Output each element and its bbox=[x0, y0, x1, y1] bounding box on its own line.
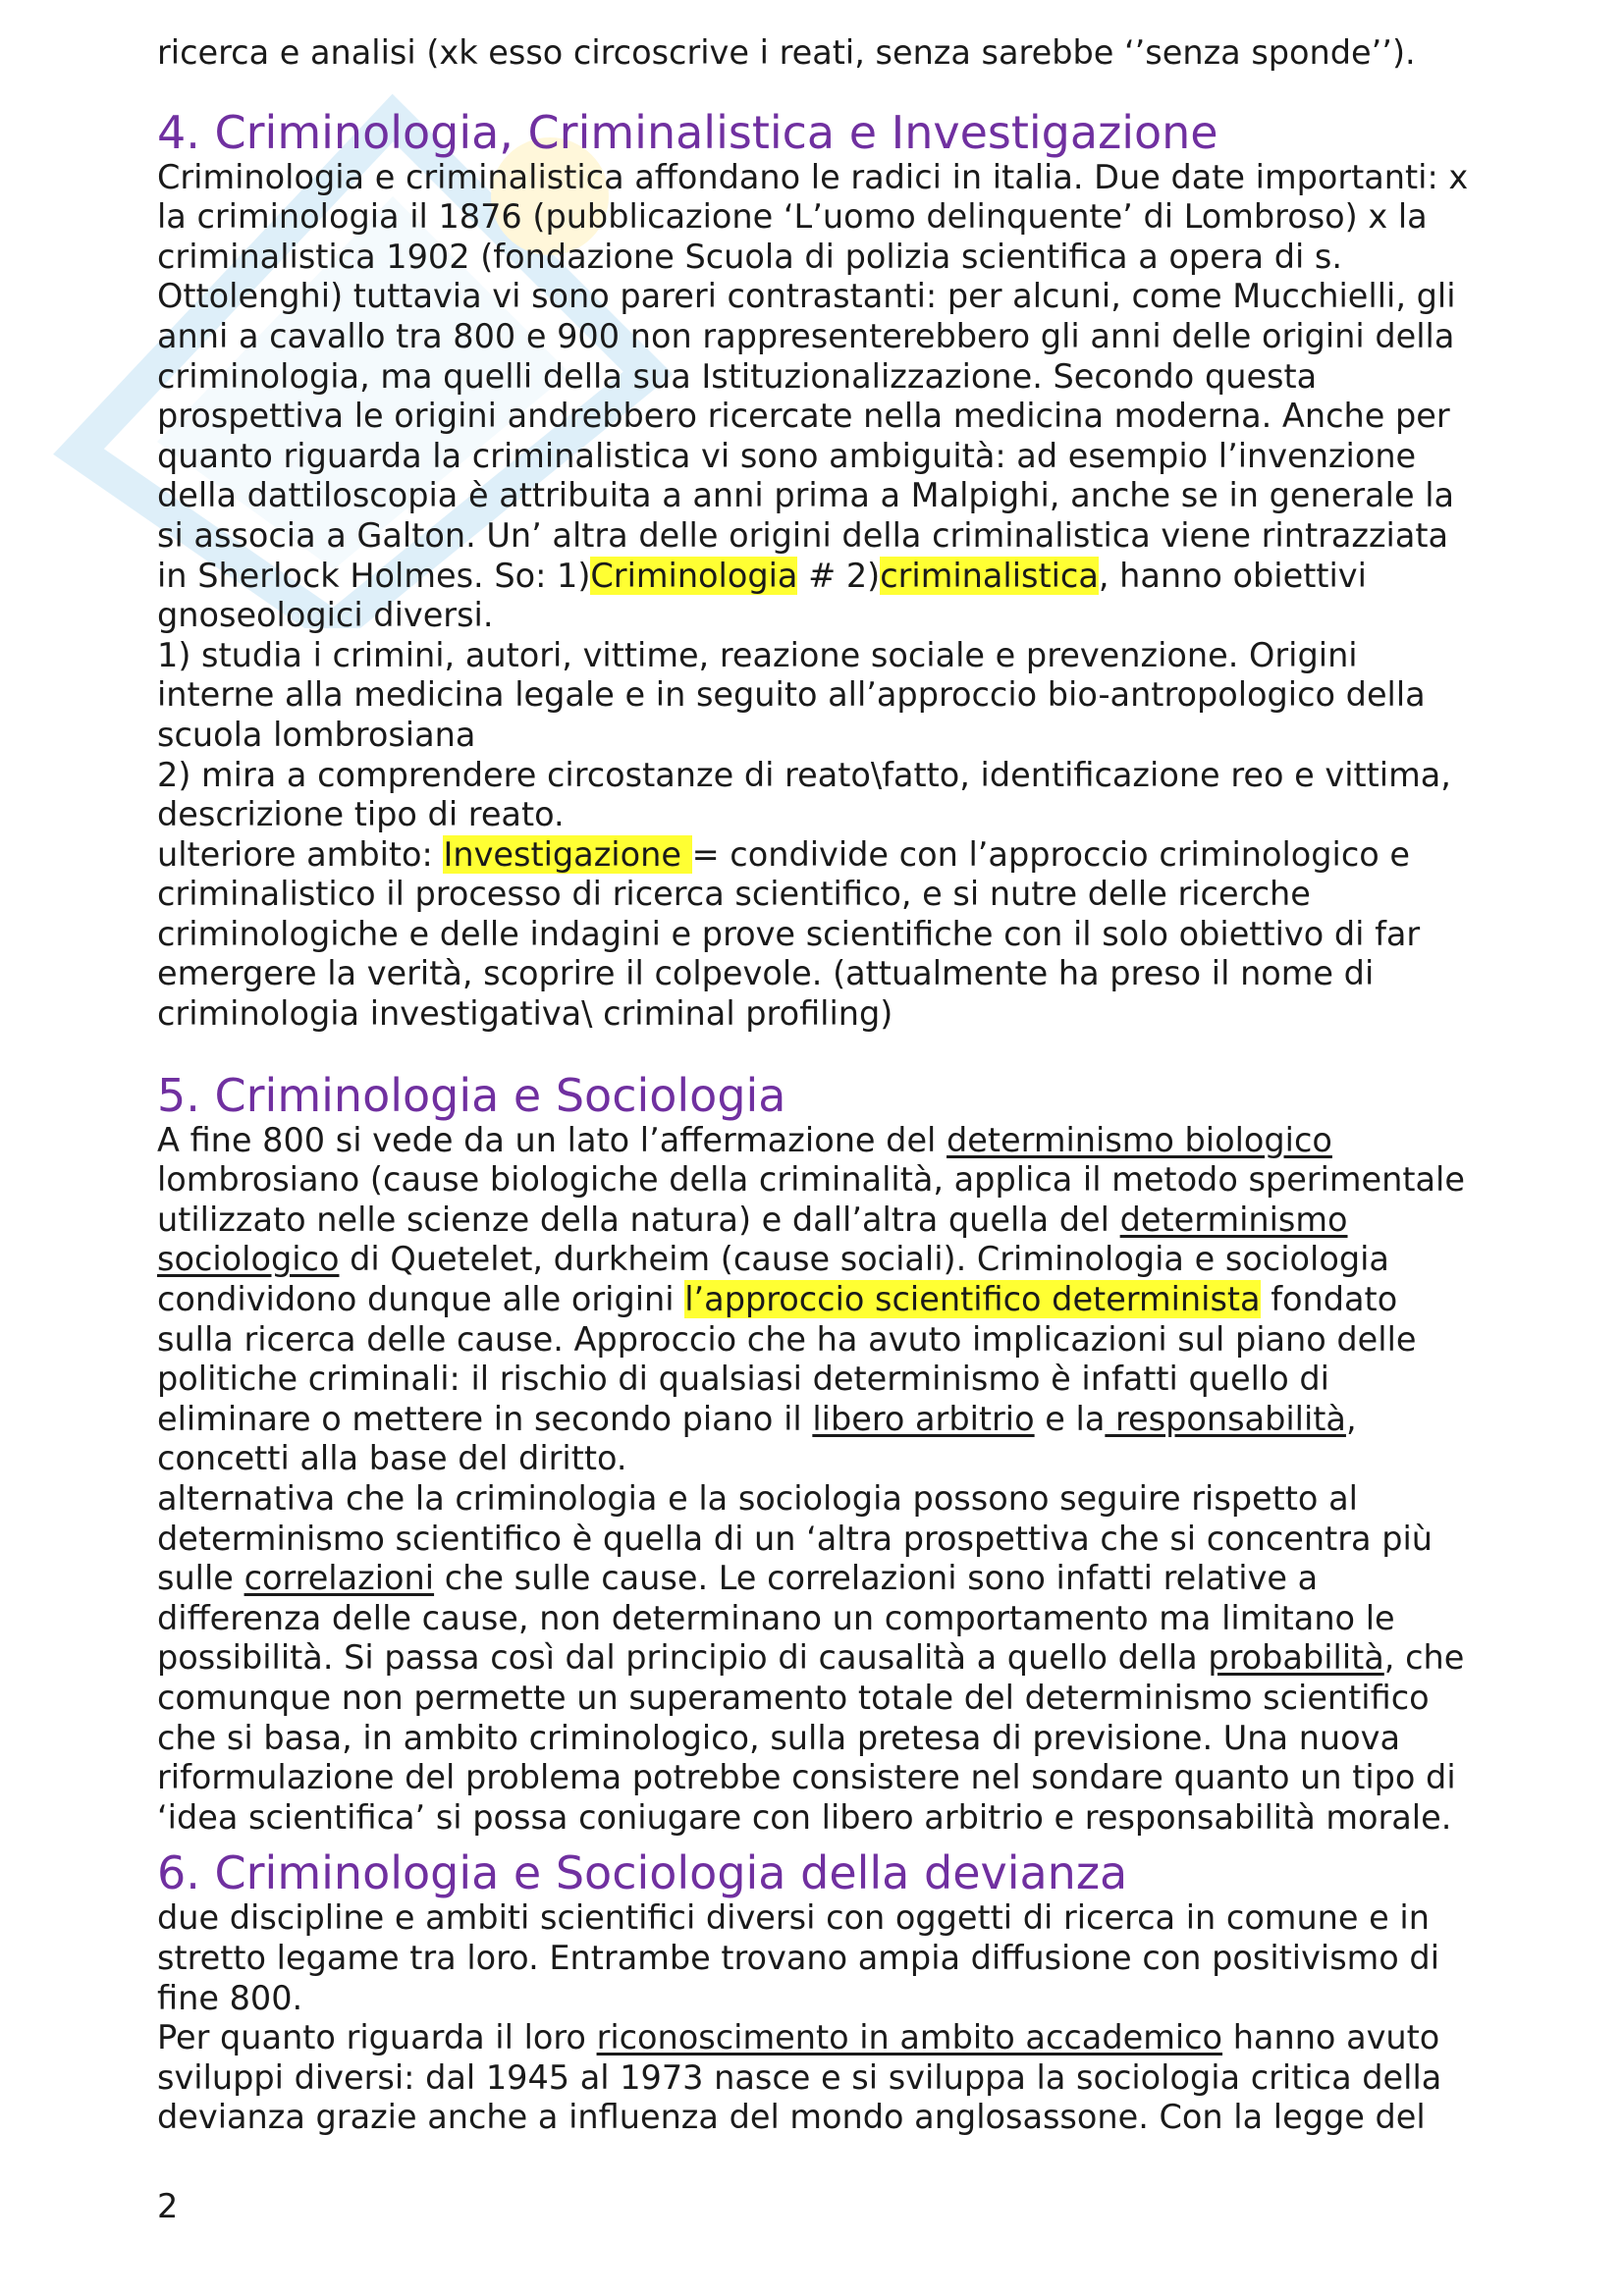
intro-line: ricerca e analisi (xk esso circoscrive i reati, senza sarebbe ‘’senza sponde’’). bbox=[157, 33, 1416, 72]
s5-line-16: che si basa, in ambito criminologico, sulla pretesa di previsione. Una nuova bbox=[157, 1718, 1401, 1757]
s5-line-3 bbox=[157, 1201, 1492, 1241]
section-5-heading: 5. Criminologia e Sociologia bbox=[157, 1068, 786, 1122]
s4-line-21: emergere la verità, scoprire il colpevole. (attualmente ha preso il nome di bbox=[157, 954, 1375, 993]
section-5-body bbox=[157, 1121, 1492, 1839]
highlight-investigazione: Investigazione bbox=[443, 834, 692, 874]
s4-line-18c: = condivide con l’approccio criminologico e bbox=[691, 834, 1411, 874]
s4-line-8: quanto riguarda la criminalistica vi sono ambiguità: ad esempio l’invenzione bbox=[157, 436, 1417, 475]
highlight-criminologia: Criminologia bbox=[590, 556, 798, 595]
s5-line-15: comunque non permette un superamento totale del determinismo scientifico bbox=[157, 1678, 1430, 1717]
s4-line-18a: ulteriore ambito: bbox=[157, 834, 444, 874]
s4-line-11c: # 2) bbox=[797, 556, 881, 595]
s5-line-14c: , che bbox=[1383, 1638, 1465, 1678]
s5-line-4 bbox=[157, 1240, 1492, 1280]
underline-probabilita: probabilità bbox=[1208, 1638, 1384, 1678]
s4-line-11a: in Sherlock Holmes. So: 1) bbox=[157, 556, 591, 595]
s4-line-12: gnoseologici diversi. bbox=[157, 596, 494, 635]
s5-line-5 bbox=[157, 1280, 1492, 1320]
underline-riconoscimento-accademico: riconoscimento in ambito accademico bbox=[596, 2018, 1223, 2057]
s5-line-12 bbox=[157, 1559, 1492, 1599]
s4-line-10: si associa a Galton. Un’ altra delle origini della criminalistica viene rintrazziata bbox=[157, 515, 1449, 555]
s5-line-1 bbox=[157, 1121, 1492, 1161]
s6-line-3: fine 800. bbox=[157, 1978, 303, 2017]
s4-line-19: criminalistico il processo di ricerca scientifico, e si nutre delle ricerche bbox=[157, 875, 1311, 914]
s6-line-1: due discipline e ambiti scientifici diversi con oggetti di ricerca in comune e in bbox=[157, 1898, 1430, 1938]
s4-line-3: criminalistica 1902 (fondazione Scuola di polizia scientifica a opera di s. bbox=[157, 237, 1343, 276]
s5-line-18: ‘idea scientifica’ si possa coniugare con libero arbitrio e responsabilità morale. bbox=[157, 1797, 1452, 1837]
underline-determinismo: determinismo bbox=[1119, 1200, 1348, 1239]
page-number: 2 bbox=[157, 2187, 179, 2225]
s5-line-11: determinismo scientifico è quella di un ‘altra prospettiva che si concentra più bbox=[157, 1519, 1434, 1558]
s4-line-13: 1) studia i crimini, autori, vittime, reazione sociale e prevenzione. Origini bbox=[157, 635, 1358, 674]
document-page bbox=[157, 33, 1492, 2138]
s4-line-1: Criminologia e criminalistica affondano le radici in italia. Due date importanti: x bbox=[157, 157, 1469, 196]
s5-line-5a: condividono dunque alle origini bbox=[157, 1280, 685, 1319]
highlight-criminalistica: criminalistica bbox=[880, 556, 1099, 595]
s5-line-3a: utilizzato nelle scienze della natura) e dall’altra quella del bbox=[157, 1200, 1120, 1239]
s5-line-7: politiche criminali: il rischio di qualsiasi determinismo è infatti quello di bbox=[157, 1360, 1329, 1399]
s5-line-12a: sulle bbox=[157, 1559, 244, 1598]
s4-line-6: criminologia, ma quelli della sua Istituzionalizzazione. Secondo questa bbox=[157, 356, 1318, 396]
s5-line-2: lombrosiano (cause biologiche della criminalità, applica il metodo sperimentale bbox=[157, 1160, 1465, 1200]
section-6-heading: 6. Criminologia e Sociologia della devianza bbox=[157, 1846, 1128, 1900]
s4-line-16: 2) mira a comprendere circostanze di reato\fatto, identificazione reo e vittima, bbox=[157, 755, 1451, 794]
s5-line-17: riformulazione del problema potrebbe consistere nel sondare quanto un tipo di bbox=[157, 1758, 1456, 1797]
underline-determinismo-biologico: determinismo biologico bbox=[947, 1120, 1332, 1159]
s4-line-14: interne alla medicina legale e in seguito all’approccio bio-antropologico della bbox=[157, 675, 1426, 715]
s4-line-11 bbox=[157, 557, 1492, 597]
s4-line-15: scuola lombrosiana bbox=[157, 715, 476, 754]
s4-line-7: prospettiva le origini andrebbero ricercate nella medicina moderna. Anche per bbox=[157, 397, 1450, 436]
s5-line-12c: che sulle cause. Le correlazioni sono infatti relative a bbox=[434, 1559, 1319, 1598]
s4-line-11e: , hanno obiettivi bbox=[1098, 556, 1367, 595]
s4-line-9: della dattiloscopia è attribuita a anni prima a Malpighi, anche se in generale la bbox=[157, 476, 1455, 515]
s6-line-4 bbox=[157, 2018, 1492, 2058]
underline-correlazioni: correlazioni bbox=[243, 1559, 435, 1598]
section-4-heading: 4. Criminologia, Criminalistica e Investigazione bbox=[157, 105, 1218, 159]
s6-line-4c: hanno avuto bbox=[1222, 2018, 1440, 2057]
section-6-body bbox=[157, 1898, 1492, 2138]
s4-line-17: descrizione tipo di reato. bbox=[157, 795, 565, 834]
underline-responsabilita: responsabilità bbox=[1105, 1399, 1346, 1438]
s5-line-8 bbox=[157, 1400, 1492, 1440]
s5-line-14 bbox=[157, 1638, 1492, 1679]
s5-line-6: sulla ricerca delle cause. Approccio che ha avuto implicazioni sul piano delle bbox=[157, 1319, 1417, 1359]
s5-line-9: concetti alla base del diritto. bbox=[157, 1439, 627, 1478]
s5-line-8e: , bbox=[1345, 1399, 1357, 1438]
s5-line-4b: di Quetelet, durkheim (cause sociali). Criminologia e sociologia bbox=[339, 1240, 1389, 1279]
s5-line-13: differenza delle cause, non determinano un comportamento ma limitano le bbox=[157, 1598, 1395, 1637]
s5-line-5c: fondato bbox=[1260, 1280, 1398, 1319]
s4-line-20: criminologiche e delle indagini e prove scientifiche con il solo obiettivo di far bbox=[157, 914, 1421, 953]
s5-line-8c: e la bbox=[1034, 1399, 1106, 1438]
s4-line-4: Ottolenghi) tuttavia vi sono pareri contrastanti: per alcuni, come Mucchielli, gli bbox=[157, 277, 1456, 316]
highlight-approccio-determinista: l’approccio scientifico determinista bbox=[684, 1280, 1261, 1319]
s6-line-6: devianza grazie anche a influenza del mondo anglosassone. Con la legge del bbox=[157, 2098, 1426, 2137]
s4-line-18 bbox=[157, 835, 1492, 876]
s4-line-22: criminologia investigativa\ criminal profiling) bbox=[157, 994, 893, 1034]
section-4-body bbox=[157, 158, 1492, 1035]
s5-line-14a: possibilità. Si passa così dal principio di causalità a quello della bbox=[157, 1638, 1209, 1678]
s6-line-4a: Per quanto riguarda il loro bbox=[157, 2018, 597, 2057]
s5-line-10: alternativa che la criminologia e la sociologia possono seguire rispetto al bbox=[157, 1479, 1358, 1518]
s4-line-5: anni a cavallo tra 800 e 900 non rappresenterebbero gli anni delle origini della bbox=[157, 316, 1455, 355]
s6-line-2: stretto legame tra loro. Entrambe trovano ampia diffusione con positivismo di bbox=[157, 1938, 1440, 1977]
s4-line-2: la criminologia il 1876 (pubblicazione ‘L’uomo delinquente’ di Lombroso) x la bbox=[157, 197, 1428, 237]
s5-line-8a: eliminare o mettere in secondo piano il bbox=[157, 1399, 813, 1438]
s6-line-5: sviluppi diversi: dal 1945 al 1973 nasce e si sviluppa la sociologia critica della bbox=[157, 2057, 1442, 2097]
underline-sociologico: sociologico bbox=[157, 1240, 340, 1279]
underline-libero-arbitrio: libero arbitrio bbox=[812, 1399, 1035, 1438]
s5-line-1a: A fine 800 si vede da un lato l’affermazione del bbox=[157, 1120, 947, 1159]
